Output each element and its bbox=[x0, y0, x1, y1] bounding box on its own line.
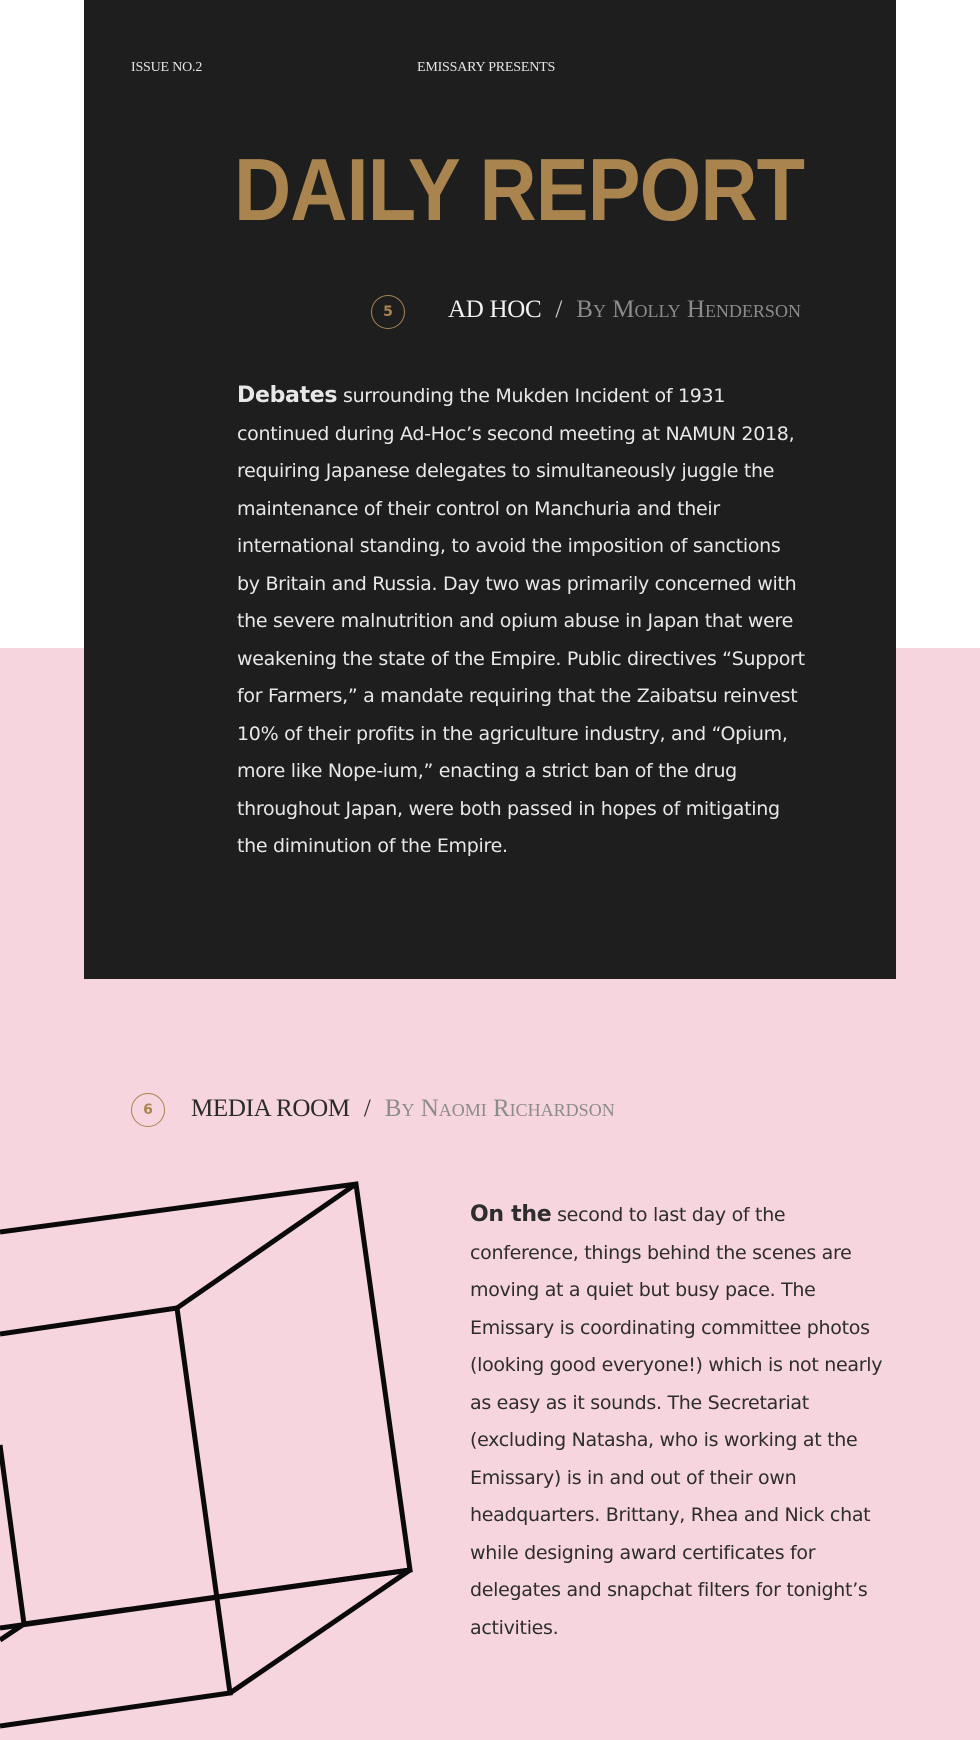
section-separator: / bbox=[555, 296, 563, 323]
article-body-media-room bbox=[470, 1196, 895, 1647]
article-text: surrounding the Mukden Incident of 1931 continued during Ad-Hoc’s second meeting at NAMUN 2018, requiring Japanese delegates to simultaneously juggle the maintenance of their control on Manchuria and their international standing, to avoid the imposition of sanctions by Britain and Russia. Day two was primarily concerned with the severe malnutrition and opium abuse in Japan that were weakening the state of the Empire. Public directives “Support for Farmers,” a mandate requiring that the Zaibatsu reinvest 10% of their profits in the agriculture industry, and “Opium, more like Nope-ium,” enacting a strict ban of the drug throughout Japan, were both passed in hopes of mitigating the diminution of the Empire. bbox=[237, 385, 805, 857]
section-number-badge: 5 bbox=[371, 295, 405, 329]
issue-number: ISSUE NO.2 bbox=[131, 60, 203, 75]
section-name: MEDIA ROOM bbox=[191, 1095, 350, 1122]
article-body-adhoc bbox=[237, 377, 807, 866]
section-heading-media-room bbox=[191, 1095, 615, 1123]
section-number-badge: 6 bbox=[131, 1093, 165, 1127]
section-byline: By Molly Henderson bbox=[576, 296, 801, 323]
page-title: DAILY REPORT bbox=[234, 140, 805, 239]
section-name: AD HOC bbox=[448, 296, 542, 323]
section-separator: / bbox=[363, 1095, 371, 1122]
presents-label: EMISSARY PRESENTS bbox=[417, 60, 556, 75]
section-heading-adhoc bbox=[448, 296, 801, 324]
article-lead: On the bbox=[470, 1202, 552, 1227]
article-lead: Debates bbox=[237, 383, 338, 408]
section-byline: By Naomi Richardson bbox=[384, 1095, 615, 1122]
wireframe-cube-icon bbox=[0, 1170, 430, 1740]
article-text: second to last day of the conference, things behind the scenes are moving at a quiet but busy pace. The Emissary is coordinating committee photos (looking good everyone!) which is not nearly as easy as it sounds. The Secretariat (excluding Natasha, who is working at the Emissary) is in and out of their own headquarters. Brittany, Rhea and Nick chat while designing award certificates for delegates and snapchat filters for tonight’s activities. bbox=[470, 1204, 883, 1639]
